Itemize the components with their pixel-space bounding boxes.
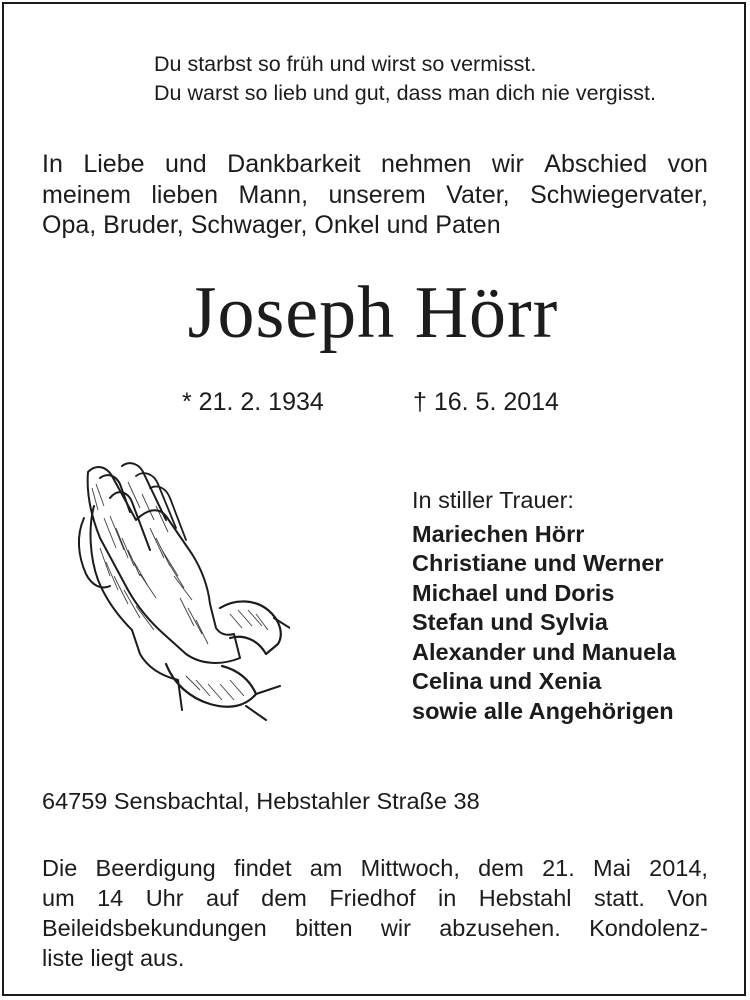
- funeral-info: [42, 853, 708, 973]
- word: von: [667, 150, 708, 178]
- word: Uhr: [145, 885, 184, 911]
- word: Beileidsbekundungen: [42, 915, 267, 941]
- word: 14: [97, 885, 124, 911]
- word: Von: [667, 885, 708, 911]
- word: Schwiegervater,: [530, 180, 708, 209]
- memorial-poem: [154, 50, 656, 108]
- word: Beerdigung: [95, 855, 216, 881]
- poem-line: Du warst so lieb und gut, dass man dich nie vergisst.: [154, 81, 656, 105]
- word: Mittwoch,: [360, 855, 460, 881]
- praying-hands-icon: [70, 458, 290, 722]
- word: 2014,: [649, 855, 708, 881]
- word: in: [438, 885, 457, 911]
- word: abzusehen.: [439, 915, 561, 941]
- word: findet: [233, 855, 292, 881]
- word: Kondolenz-: [589, 915, 708, 941]
- word: Hebstahl: [478, 885, 572, 911]
- mourner-name: Celina und Xenia: [412, 668, 602, 694]
- word: statt.: [593, 885, 645, 911]
- word: dem: [261, 885, 307, 911]
- mourner-name: Alexander und Manuela: [412, 638, 676, 665]
- intro-line-3: Opa, Bruder, Schwager, Onkel und Paten: [42, 211, 501, 239]
- word: wir: [491, 150, 524, 178]
- word: wir: [380, 915, 411, 941]
- funeral-line-1: [42, 853, 708, 883]
- mourner-name: Mariechen Hörr: [412, 520, 585, 547]
- word: Abschied: [544, 150, 648, 178]
- intro-text: [42, 149, 708, 241]
- intro-line-1: [42, 149, 708, 180]
- word: lieben: [151, 180, 219, 209]
- mourner-name: Michael und Doris: [412, 579, 615, 606]
- funeral-line-3: [42, 913, 708, 943]
- word: nehmen: [381, 150, 472, 178]
- funeral-line-4: liste liegt aus.: [42, 945, 185, 971]
- funeral-line-2: [42, 883, 708, 913]
- word: 21.: [542, 855, 575, 881]
- address: 64759 Sensbachtal, Hebstahler Straße 38: [42, 788, 480, 814]
- mourner-name: sowie alle Angehörigen: [412, 697, 674, 724]
- intro-line-2: [42, 180, 708, 211]
- deceased-name: Joseph Hörr: [187, 272, 559, 354]
- word: um: [42, 885, 75, 911]
- death-date: † 16. 5. 2014: [413, 388, 559, 416]
- mourner-name: Christiane und Werner: [412, 550, 664, 576]
- word: am: [309, 855, 343, 881]
- word: bitten: [295, 915, 353, 941]
- word: dem: [478, 855, 524, 881]
- word: und: [164, 150, 207, 178]
- word: Die: [42, 855, 78, 881]
- poem-line: Du starbst so früh und wirst so vermisst.: [154, 52, 537, 76]
- word: Mann,: [238, 180, 309, 209]
- word: auf: [206, 885, 239, 911]
- word: meinem: [42, 180, 131, 209]
- mourner-name: Stefan und Sylvia: [412, 609, 608, 635]
- mourners-block: [412, 486, 676, 726]
- word: Dankbarkeit: [227, 150, 361, 178]
- word: Friedhof: [329, 885, 416, 911]
- word: Vater,: [446, 180, 510, 209]
- word: unserem: [328, 180, 426, 209]
- birth-date: * 21. 2. 1934: [182, 388, 324, 416]
- word: Mai: [593, 855, 631, 881]
- word: In: [42, 150, 63, 178]
- word: Liebe: [83, 150, 145, 178]
- mourners-label: In stiller Trauer:: [412, 487, 574, 513]
